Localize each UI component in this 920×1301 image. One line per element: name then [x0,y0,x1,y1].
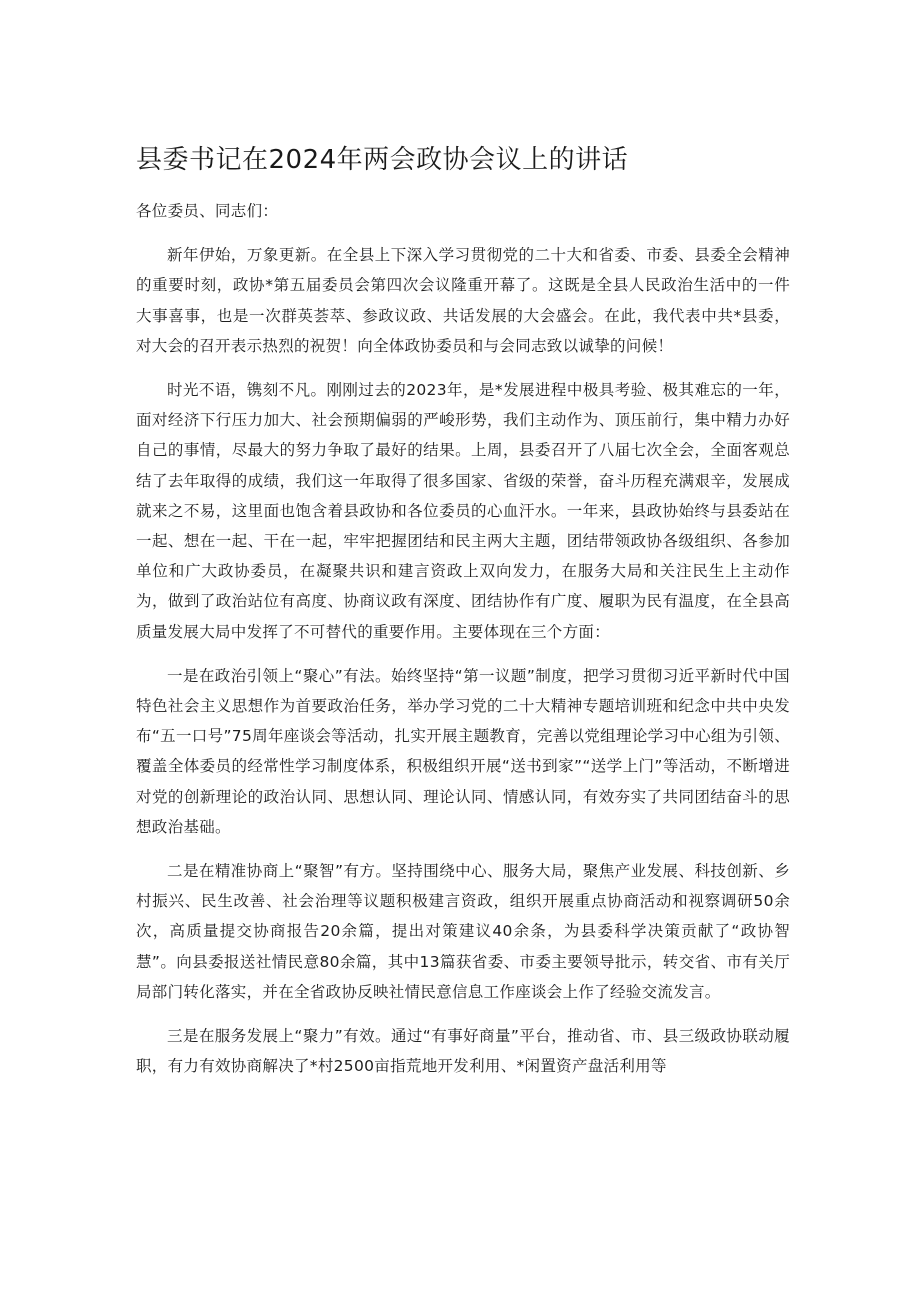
document-title: 县委书记在2024年两会政协会议上的讲话 [136,145,629,175]
document-body [136,196,790,1095]
paragraph-review-2023: 时光不语，镌刻不凡。刚刚过去的2023年，是*发展进程中极具考验、极其难忘的一年，面对经济下行压力加大、社会预期偏弱的严峻形势，我们主动作为、顶压前行，集中精力办好自己的事情，尽最大的努力争取了最好的结果。上周，县委召开了八届七次全会，全面客观总结了去年取得的成绩，我们这一年取得了很多国家、省级的荣誉，奋斗历程充满艰辛，发展成就来之不易，这里面也饱含着县政协和各位委员的心血汗水。一年来，县政协始终与县委站在一起、想在一起、干在一起，牢牢把握团结和民主两大主题，团结带领政协各级组织、各参加单位和广大政协委员，在凝聚共识和建言资政上双向发力，在服务大局和关注民生上主动作为，做到了政治站位有高度、协商议政有深度、团结协作有广度、履职为民有温度，在全县高质量发展大局中发挥了不可替代的重要作用。主要体现在三个方面： [136,381,790,641]
salutation: 各位委员、同志们： [136,202,279,220]
paragraph-point-two: 二是在精准协商上“聚智”有方。坚持围绕中心、服务大局，聚焦产业发展、科技创新、乡村振兴、民生改善、社会治理等议题积极建言资政，组织开展重点协商活动和视察调研50余次，高质量提交协商报告20余篇，提出对策建议40余条，为县委科学决策贡献了“政协智慧”。向县委报送社情民意80余篇，其中13篇获省委、市委主要领导批示，转交省、市有关厅局部门转化落实，并在全省政协反映社情民意信息工作座谈会上作了经验交流发言。 [136,862,790,1001]
paragraph-point-one: 一是在政治引领上“聚心”有法。始终坚持“第一议题”制度，把学习贯彻习近平新时代中国特色社会主义思想作为首要政治任务，举办学习党的二十大精神专题培训班和纪念中共中央发布“五一口号”75周年座谈会等活动，扎实开展主题教育，完善以党组理论学习中心组为引领、覆盖全体委员的经常性学习制度体系，积极组织开展“送书到家”“送学上门”等活动，不断增进对党的创新理论的政治认同、思想认同、理论认同、情感认同，有效夯实了共同团结奋斗的思想政治基础。 [136,666,790,836]
paragraph-point-three: 三是在服务发展上“聚力”有效。通过“有事好商量”平台，推动省、市、县三级政协联动履职，有力有效协商解决了*村2500亩指荒地开发利用、*闲置资产盘活利用等 [136,1027,790,1076]
paragraph-opening: 新年伊始，万象更新。在全县上下深入学习贯彻党的二十大和省委、市委、县委全会精神的重要时刻，政协*第五届委员会第四次会议隆重开幕了。这既是全县人民政治生活中的一件大事喜事，也是一次群英荟萃、参政议政、共话发展的大会盛会。在此，我代表中共*县委，对大会的召开表示热烈的祝贺！向全体政协委员和与会同志致以诚挚的问候！ [136,246,790,355]
